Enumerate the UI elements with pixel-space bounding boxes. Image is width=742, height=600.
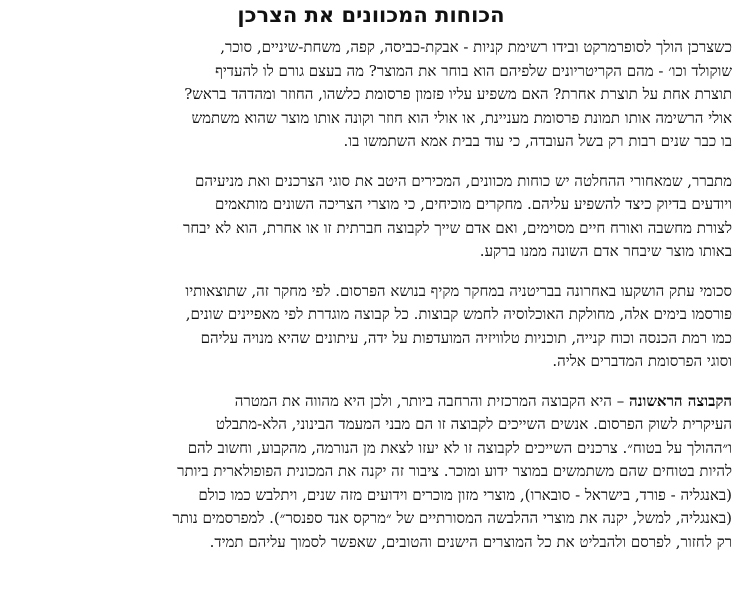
paragraph-lead: הקבוצה הראשונה bbox=[628, 391, 732, 410]
paragraph-4 bbox=[10, 390, 732, 555]
text-line: (באנגליה, למשל, יקנה את מוצרי ההלבשה המסורתיים של ״מרקס אנד ספנסר״). למפרסמים נותר bbox=[172, 509, 732, 527]
text-line: כשצרכן הולך לסופרמרקט ובידו רשימת קניות - אבקת-כביסה, קפה, משחת-שיניים, סוכר, bbox=[220, 38, 732, 56]
text-line: שוקולד וכו׳ - מהם הקריטריונים שלפיהם הוא בוחר את המוצר? מה בעצם גורם לו להעדיף bbox=[215, 61, 732, 80]
text-line: באותו מוצר שיבחר אדם השונה ממנו ברקע. bbox=[479, 242, 732, 260]
paragraph-1 bbox=[10, 36, 732, 154]
text-line: כמו רמת הכנסה וכוח קנייה, תוכניות טלוויזיה המועדפות על ידה, עיתונים שהיא מנויה עליהם bbox=[200, 328, 732, 347]
text-line: בו כבר שנים רבות רק בשל העובדה, כי עוד בבית אמא השתמשו בו. bbox=[343, 132, 732, 150]
text-line: ו״ההולך על בטוח״. צרכנים השייכים לקבוצה זו לא יעזו לצאת מן הנורמה, מהקבוע, וחשוב להם bbox=[187, 438, 732, 457]
text-line: להיות בטוחים שהם משתמשים במוצר ידוע ומוכר. ציבור זה יקנה את המכונית הפופולארית ביותר bbox=[177, 462, 732, 480]
text-line: מתברר, שמאחורי ההחלטה יש כוחות מכוונים, המכירים היטב את סוגי הצרכנים ואת מניעיהם bbox=[195, 171, 732, 190]
page-title: הכוחות המכוונים את הצרכן bbox=[237, 3, 505, 27]
text-line: העיקרית לשוק הפרסום. אנשים השייכים לקבוצה זו הם מבני המעמד הבינוני, הלא-מתבלט bbox=[215, 415, 732, 433]
text-line: ויודעים בדיוק כיצד להשפיע עליהם. מחקרים מוכיחים, כי מוצרי הצריכה השונים מותאמים bbox=[215, 195, 732, 213]
paragraph-2 bbox=[10, 170, 732, 264]
text-line: סכומי עתק הושקעו באחרונה בבריטניה במחקר מקיף בנושא הפרסום. לפי מחקר זה, שתוצאותיו bbox=[185, 281, 732, 300]
text-line: לצורת מחשבה ואורח חיים מסוימים, ואם אדם שייך לקבוצה חברתית זו או אחרת, הוא לא יבחר bbox=[182, 218, 732, 237]
text-line: אולי הרשימה אותו תמונת פרסומת מעניינת, או אולי הוא חוזר וקונה אותו מוצר שהוא משתמש bbox=[191, 108, 732, 127]
text-line: תוצרת אחת על תוצרת אחרת? האם משפיע עליו פזמון פרסומת כלשהו, החוזר ומהדהד בראש? bbox=[184, 85, 732, 103]
document-page bbox=[10, 0, 732, 600]
text-line: וסוגי הפרסומת המדברים אליה. bbox=[552, 352, 732, 370]
text-line: רק לחזור, לפרסם ולהבליט את כל המוצרים הישנים והטובים, שאפשר לסמוך עליהם תמיד. bbox=[209, 532, 732, 551]
text-line-with-lead bbox=[10, 390, 732, 414]
text-line: פורסמו בימים אלה, מחולקת האוכלוסיה לחמש קבוצות. כל קבוצה מוגדרת לפי מאפיינים שונים, bbox=[185, 305, 732, 323]
text-line-rest: – היא הקבוצה המרכזית והרחבה ביותר, ולכן היא מהווה את המטרה bbox=[234, 391, 629, 410]
paragraph-3 bbox=[10, 280, 732, 374]
text-line: (באנגליה - פורד, בישראל - סובארו), מוצרי מזון מוכרים וידועים מזה שנים, ויתלבש כמו כולם bbox=[198, 485, 732, 504]
